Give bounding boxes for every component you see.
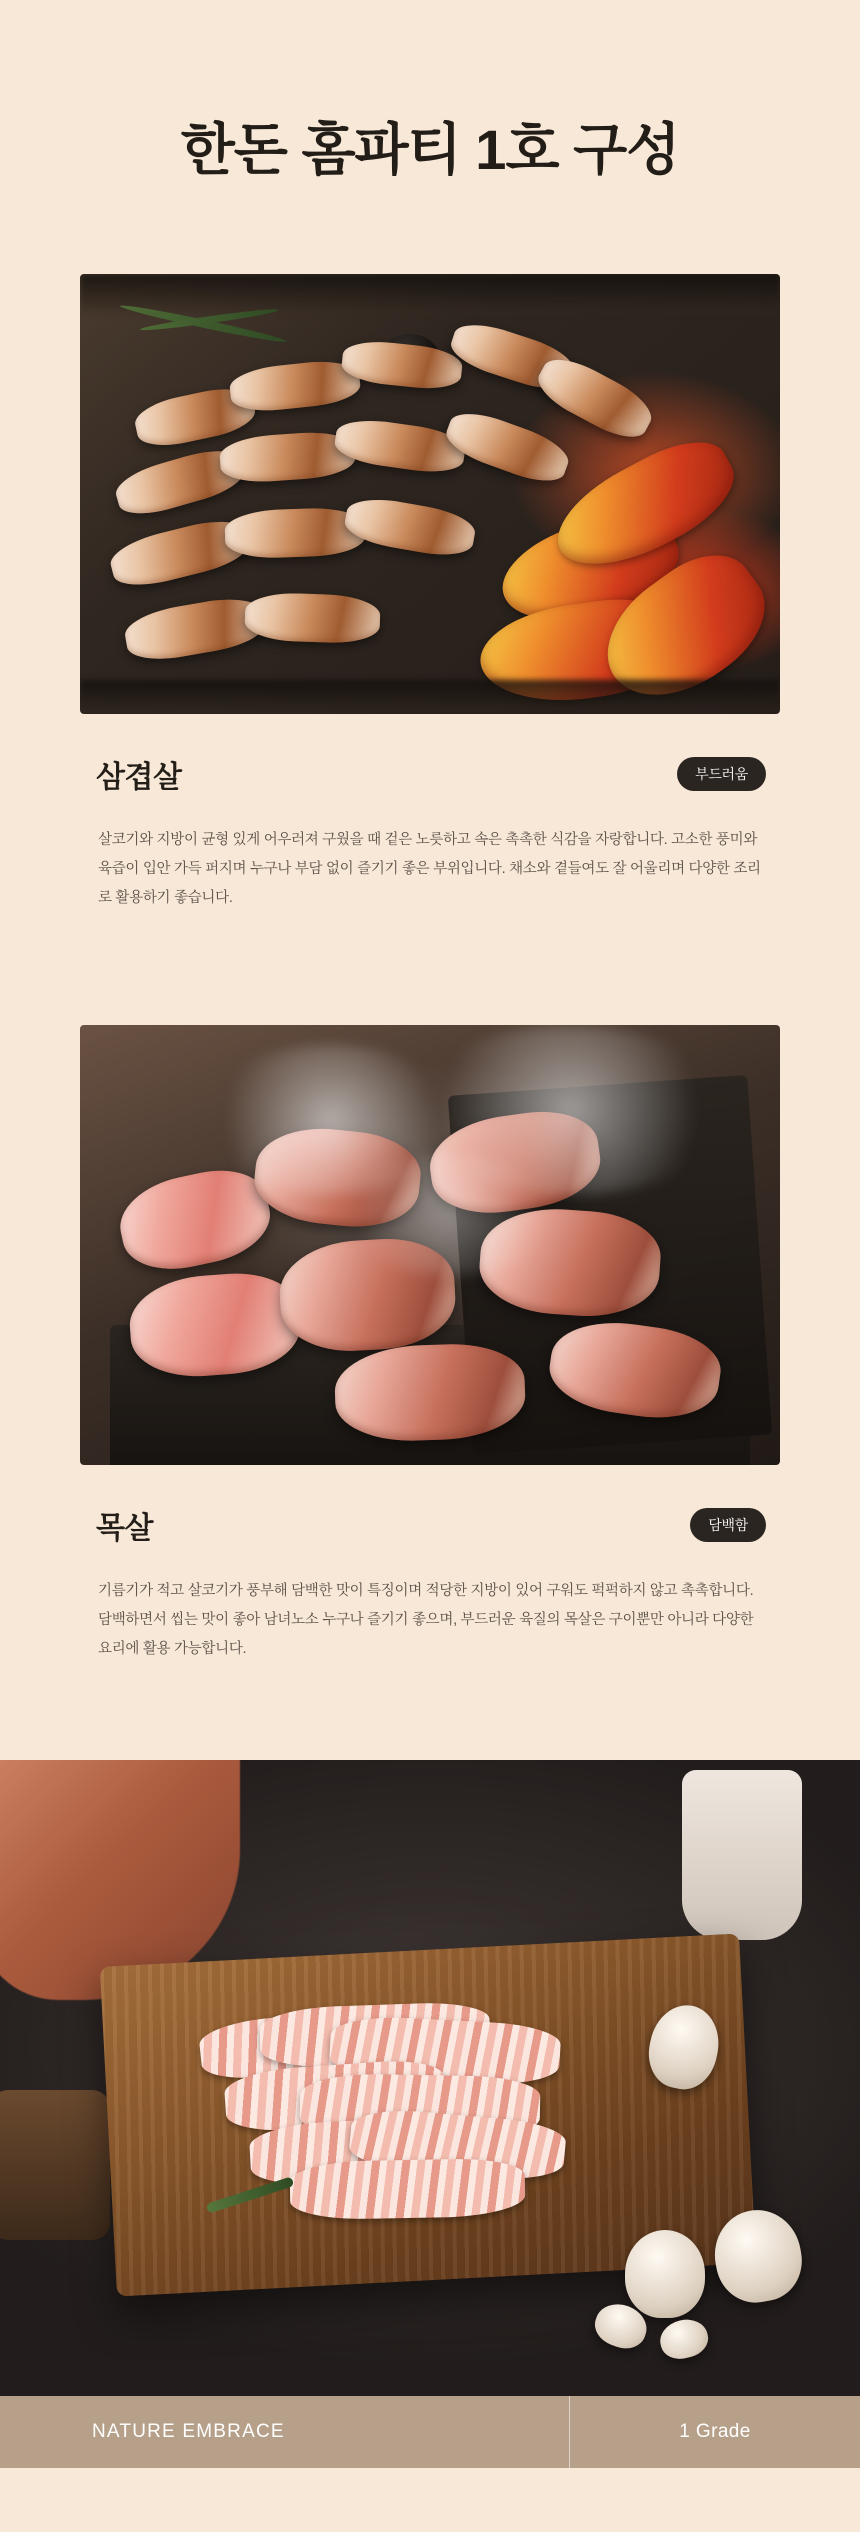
- product-name-row-samgyeopsal: [80, 752, 780, 796]
- page-title: 한돈 홈파티 1호 구성: [180, 118, 680, 181]
- product-name: 삼겹살: [96, 761, 182, 795]
- footer-brand: NATURE EMBRACE: [92, 2421, 285, 2443]
- vase-decor: [682, 1770, 802, 1940]
- footer-bar: [0, 2396, 860, 2468]
- product-name: 목살: [96, 1512, 153, 1546]
- hero-photo: [0, 1760, 860, 2396]
- product-photo-moksal: [80, 1025, 780, 1465]
- product-name-row-moksal: [80, 1503, 780, 1547]
- page-title-section: [0, 0, 860, 274]
- section-spacer: [0, 913, 860, 1025]
- product-tag-badge: 담백함: [690, 1508, 766, 1542]
- product-tag-badge: 부드러움: [677, 757, 766, 791]
- product-description: 살코기와 지방이 균형 있게 어우러져 구웠을 때 겉은 노릇하고 속은 촉촉한 식감을 자랑합니다. 고소한 풍미와 육즙이 입안 가득 퍼지며 누구나 부담 없이 즐기기 좋은 부위입니다. 채소와 곁들여도 잘 어울리며 다양한 조리로 활용하기 좋습니다.: [98, 832, 761, 907]
- pot-decor: [0, 2090, 110, 2240]
- product-block-samgyeopsal: [80, 274, 780, 913]
- product-description: 기름기가 적고 살코기가 풍부해 담백한 맛이 특징이며 적당한 지방이 있어 구워도 퍽퍽하지 않고 촉촉합니다. 담백하면서 씹는 맛이 좋아 남녀노소 누구나 즐기기 좋으며, 부드러운 육질의 목살은 구이뿐만 아니라 다양한 요리에 활용 가능합니다.: [98, 1583, 754, 1658]
- product-block-moksal: [80, 1025, 780, 1664]
- product-photo-samgyeopsal: [80, 274, 780, 714]
- footer-grade: 1 Grade: [679, 2421, 751, 2443]
